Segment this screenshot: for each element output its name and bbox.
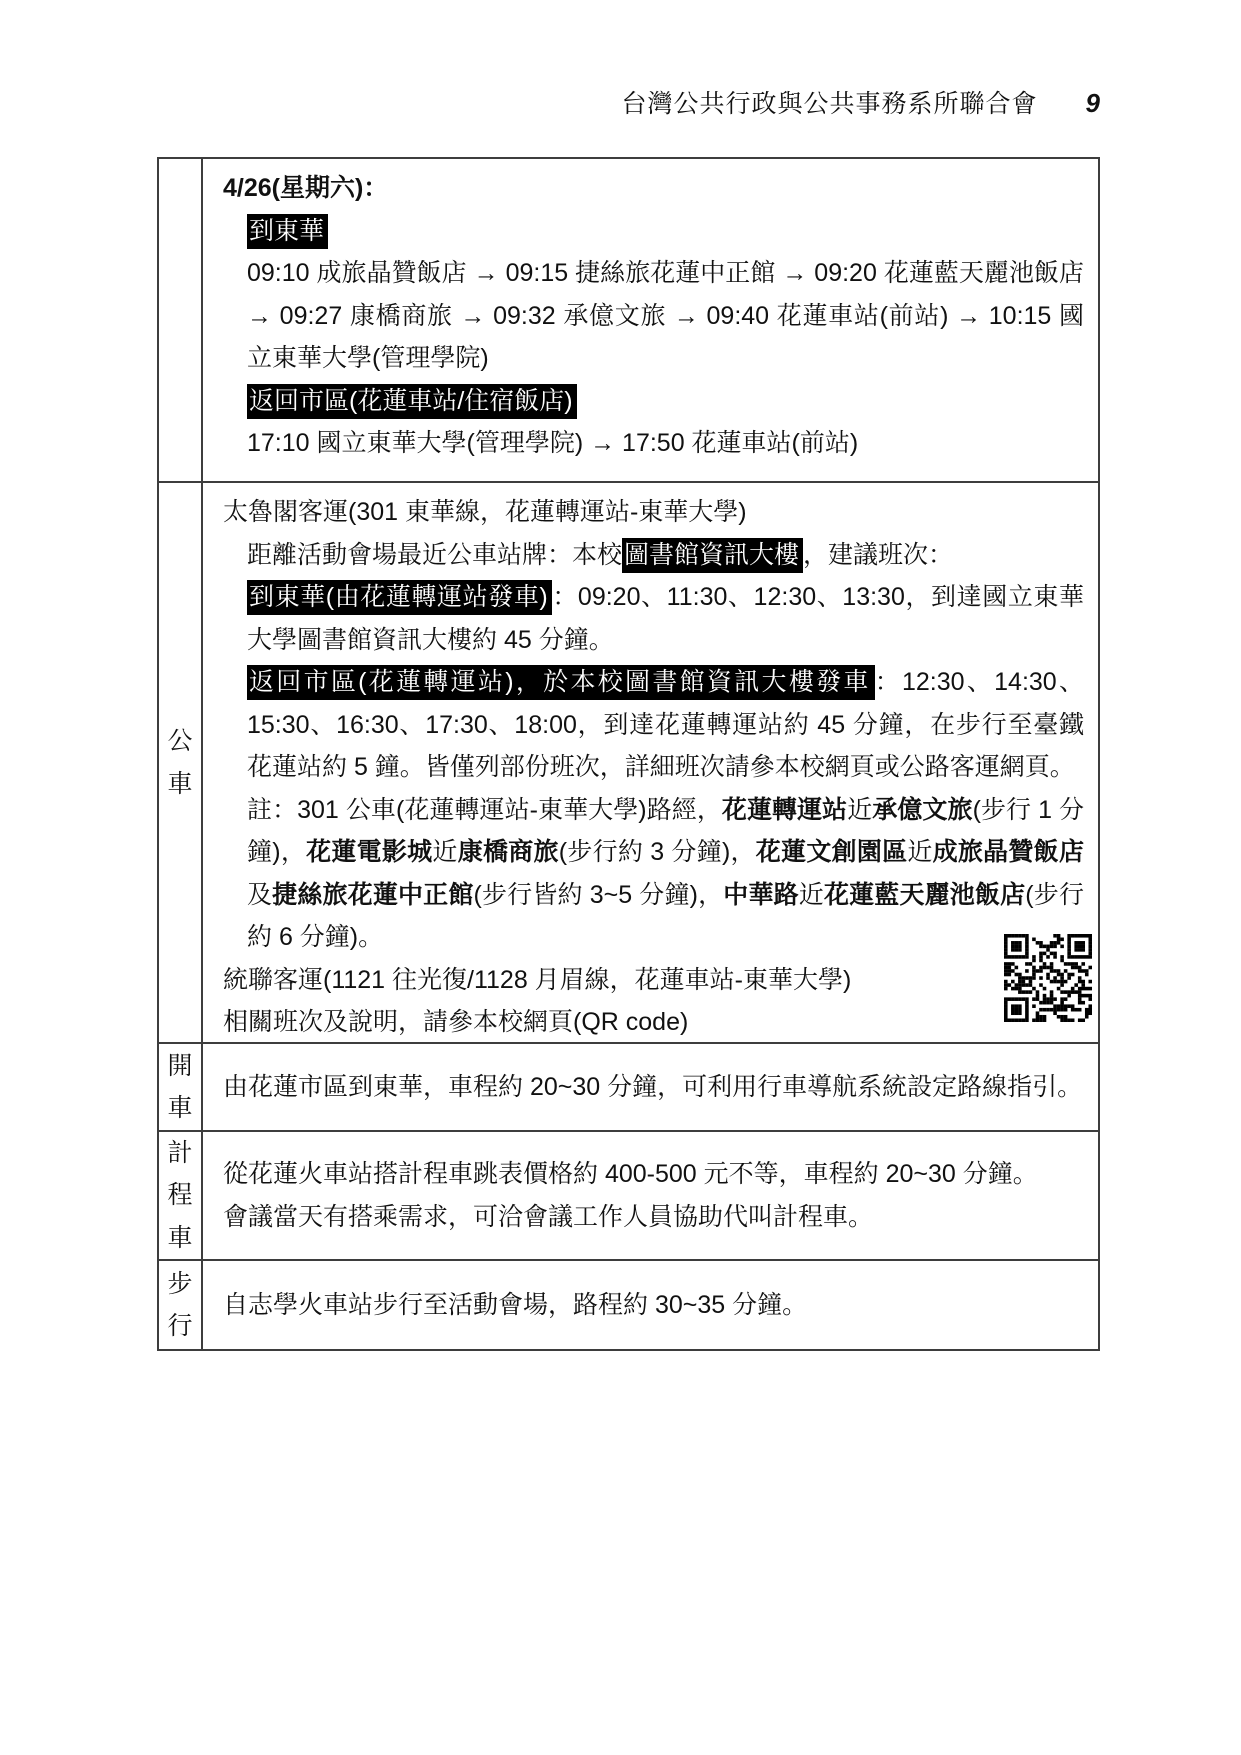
paragraph <box>223 1066 1084 1109</box>
text-run: 由花蓮市區到東華，車程約 20~30 分鐘，可利用行車導航系統設定路線指引。 <box>223 1072 1083 1101</box>
bold-text: 花蓮文創園區 <box>755 838 908 866</box>
highlight-text: 到東華 <box>247 214 328 249</box>
row-label <box>159 1132 203 1259</box>
paragraph <box>223 1196 1084 1239</box>
paragraph <box>223 252 1084 380</box>
text-run: 近 <box>432 838 458 866</box>
row-content <box>203 159 1098 481</box>
transport-table <box>157 157 1100 1351</box>
text-run: 會議當天有搭乘需求，可洽會議工作人員協助代叫計程車。 <box>223 1202 874 1231</box>
table-row-walk <box>159 1261 1098 1349</box>
paragraph <box>223 661 1084 789</box>
paragraph <box>223 210 1084 253</box>
paragraph <box>223 491 1084 534</box>
row-label <box>159 1261 203 1349</box>
highlight-text: 到東華(由花蓮轉運站發車) <box>247 580 552 615</box>
bold-text: 花蓮轉運站 <box>721 795 848 824</box>
row-content <box>203 1132 1098 1259</box>
highlight-text: 圖書館資訊大樓 <box>622 538 803 573</box>
page-header <box>157 84 1100 120</box>
text-run: 距離活動會場最近公車站牌：本校 <box>247 540 623 569</box>
text-run: (步行約 3 分鐘)， <box>558 838 756 866</box>
table-row-taxi <box>159 1132 1098 1261</box>
text-run: ：09:20、11:30、12:30、13:30，到達國立東華大學圖書館資訊大樓約 45 分鐘。 <box>247 583 1085 654</box>
highlight-text: 返回市區(花蓮車站/住宿飯店) <box>247 384 577 419</box>
row-label-char: 程 <box>167 1181 193 1210</box>
text-run: ：12:30、14:30、15:30、16:30、17:30、18:00，到達花蓮轉運站約 45 分鐘，在步行至臺鐵花蓮站約 5 鐘。皆僅列部份班次，詳細班次請參本校網頁或公路客運網頁。 <box>247 668 1084 781</box>
bold-text: 捷絲旅花蓮中正館 <box>272 880 474 909</box>
row-label-char: 車 <box>167 1094 193 1122</box>
paragraph <box>223 1284 1084 1327</box>
text-run: 註：301 公車(花蓮轉運站-東華大學)路經， <box>247 795 722 824</box>
paragraph <box>223 167 1084 210</box>
table-row-shuttle-schedule <box>159 159 1098 483</box>
paragraph <box>223 576 1084 661</box>
text-run: 自志學火車站步行至活動會場，路程約 30~35 分鐘。 <box>223 1290 808 1319</box>
row-label-char: 開 <box>167 1051 193 1080</box>
bold-text: 花蓮電影城 <box>306 838 433 866</box>
paragraph <box>223 534 1084 577</box>
text-run: 近 <box>847 795 873 824</box>
paragraph <box>223 1001 1084 1042</box>
text-run: 17:10 國立東華大學(管理學院) → 17:50 花蓮車站(前站) <box>247 429 859 457</box>
text-run: 太魯閣客運(301 東華線，花蓮轉運站-東華大學) <box>223 498 747 526</box>
paragraph <box>223 422 1084 465</box>
paragraph <box>223 1153 1084 1196</box>
bold-text: 康橋商旅 <box>457 838 559 866</box>
row-label-char: 行 <box>167 1312 193 1340</box>
row-label <box>159 1044 203 1130</box>
row-content <box>203 483 1098 1042</box>
bold-text: 中華路 <box>723 880 799 909</box>
text-run: (步行皆約 3~5 分鐘)， <box>473 880 724 909</box>
text-run: 近 <box>907 838 933 866</box>
row-label <box>159 483 203 1042</box>
header-title: 台灣公共行政與公共事務系所聯合會 <box>621 90 1038 118</box>
table-row-bus <box>159 483 1098 1044</box>
page-number: 9 <box>1085 88 1100 118</box>
text-run: 從花蓮火車站搭計程車跳表價格約 400-500 元不等，車程約 20~30 分鐘。 <box>223 1160 1038 1188</box>
row-label-char: 步 <box>167 1269 193 1298</box>
text-run: 統聯客運(1121 往光復/1128 月眉線，花蓮車站-東華大學) <box>223 965 852 994</box>
text-run: 09:10 成旅晶贊飯店 → 09:15 捷絲旅花蓮中正館 → 09:20 花蓮藍天麗池飯店 → 09:27 康橋商旅 → 09:32 承億文旅 → 09:40 花蓮車站(前站) → 10:15 國立東華大學(管理學院) <box>247 259 1084 372</box>
text-run: (步行 1 分鐘)， <box>247 795 1084 866</box>
paragraph <box>223 789 1084 959</box>
paragraph <box>223 959 1084 1002</box>
paragraph <box>223 380 1084 423</box>
row-content <box>203 1044 1098 1130</box>
text-run: ，建議班次： <box>803 540 954 569</box>
row-label-char: 公 <box>167 727 193 755</box>
highlight-text: 返回市區(花蓮轉運站)，於本校圖書館資訊大樓發車 <box>247 665 875 700</box>
row-label-char: 車 <box>167 769 193 798</box>
bold-text: 成旅晶贊飯店 <box>932 838 1084 866</box>
row-content <box>203 1261 1098 1349</box>
text-run: (步行約 6 分鐘)。 <box>247 880 1084 951</box>
text-run: 近 <box>798 880 824 909</box>
row-label <box>159 159 203 481</box>
bold-text: 承億文旅 <box>872 795 973 824</box>
text-run: 4/26(星期六)： <box>223 174 389 202</box>
row-label-char: 車 <box>167 1223 193 1252</box>
table-row-drive <box>159 1044 1098 1132</box>
text-run: 及 <box>247 880 273 909</box>
qr-code <box>1004 934 1092 1022</box>
text-run: 相關班次及說明，請參本校網頁(QR code) <box>223 1008 689 1036</box>
row-label-char: 計 <box>167 1138 193 1167</box>
bold-text: 花蓮藍天麗池飯店 <box>823 880 1026 909</box>
